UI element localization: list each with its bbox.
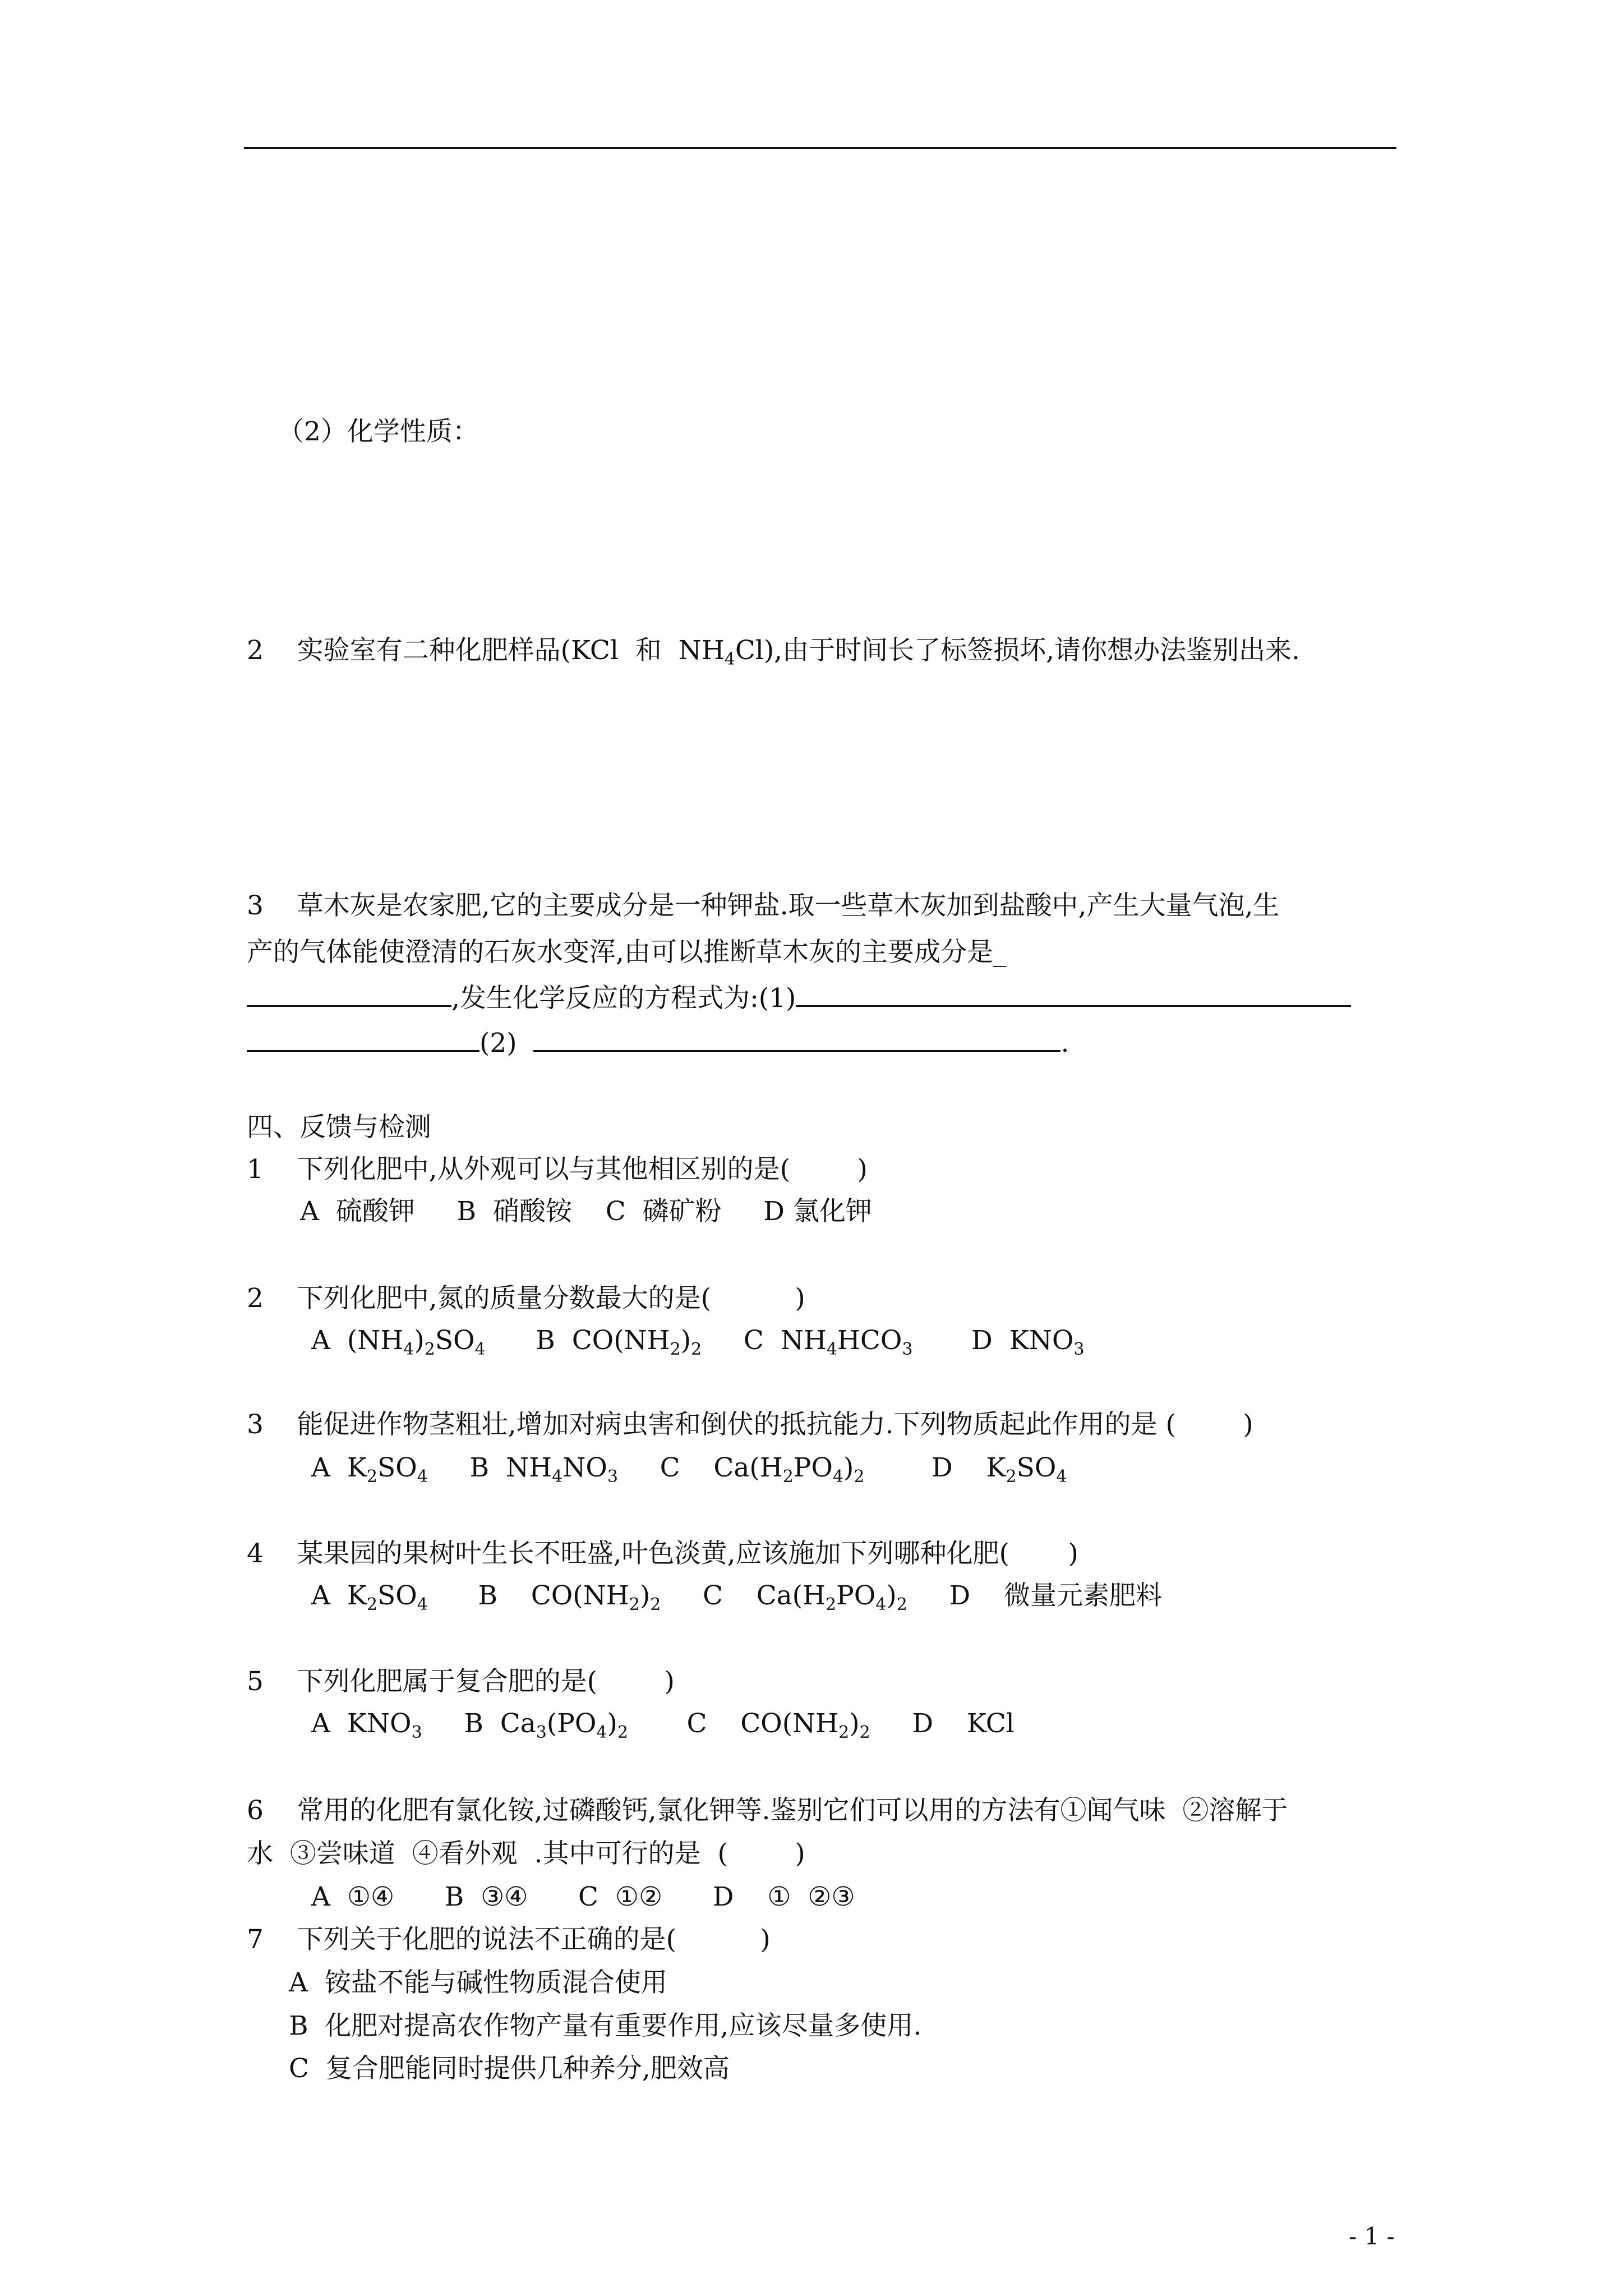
question-3-line-1: 3 草木灰是农家肥,它的主要成分是一种钾盐.取一些草木灰加到盐酸中,产生大量气泡,生: [247, 890, 1280, 921]
feedback-q3-options: A $K_2SO_4$ B $NH_4NO_3$ C $Ca(H_2PO_4)_2$ D $K_2SO_4$: [311, 1452, 1067, 1487]
header-rule: [244, 147, 1396, 149]
feedback-q7-option-b: B 化肥对提高农作物产量有重要作用,应该尽量多使用.: [289, 2010, 922, 2041]
feedback-q1-stem: 1 下列化肥中,从外观可以与其他相区别的是( ): [247, 1154, 868, 1185]
question-3-line-4: (2) .: [247, 1025, 1069, 1060]
feedback-q3-stem: 3 能促进作物茎粗壮,增加对病虫害和倒伏的抵抗能力.下列物质起此作用的是 ( ): [247, 1409, 1253, 1440]
section-title-chemical-properties: （2）化学性质：: [278, 416, 479, 447]
feedback-q2-stem: 2 下列化肥中,氮的质量分数最大的是( ): [247, 1283, 805, 1314]
question-3-line-2: 产的气体能使澄清的石灰水变浑,由可以推断草木灰的主要成分是_: [247, 937, 1007, 968]
page-number: - 1 -: [1349, 2223, 1395, 2250]
question-2-sample-identification: 2 实验室有二种化肥样品(KCl 和 $NH_4Cl$),由于时间长了标签损坏,请你想办法鉴别出来.: [247, 635, 1300, 669]
feedback-q5-options: A $KNO_3$ B $Ca_3(PO_4)_2$ C $CO(NH_2)_2$ D KCl: [311, 1708, 1015, 1742]
feedback-q7-stem: 7 下列关于化肥的说法不正确的是( ): [247, 1924, 771, 1955]
feedback-q4-stem: 4 某果园的果树叶生长不旺盛,叶色淡黄,应该施加下列哪种化肥( ): [247, 1538, 1078, 1569]
feedback-q5-stem: 5 下列化肥属于复合肥的是( ): [247, 1666, 675, 1697]
answer-blank-equation-1-cont[interactable]: [247, 1025, 479, 1052]
feedback-q7-option-a: A 铵盐不能与碱性物质混合使用: [289, 1967, 667, 1998]
question-3-line-3: ,发生化学反应的方程式为:(1): [247, 981, 1351, 1015]
feedback-q4-options: A $K_2SO_4$ B $CO(NH_2)_2$ C $Ca(H_2PO_4)_2$ D 微量元素肥料: [311, 1580, 1162, 1614]
answer-blank-main-component[interactable]: [247, 981, 451, 1007]
answer-blank-equation-1[interactable]: [796, 981, 1351, 1007]
answer-blank-equation-2[interactable]: [533, 1025, 1061, 1052]
feedback-q2-options: A $(NH_4)_2SO_4$ B $CO(NH_2)_2$ C $NH_4HCO_3$ D $KNO_3$: [311, 1325, 1085, 1359]
feedback-q7-option-c: C 复合肥能同时提供几种养分,肥效高: [289, 2053, 730, 2084]
feedback-q1-options: A 硫酸钾 B 硝酸铵 C 磷矿粉 D 氯化钾: [300, 1196, 872, 1227]
feedback-q6-line-1: 6 常用的化肥有氯化铵,过磷酸钙,氯化钾等.鉴别它们可以用的方法有①闻气味 ②溶解于: [247, 1795, 1288, 1826]
feedback-q6-line-2: 水 ③尝味道 ④看外观 .其中可行的是 ( ): [247, 1838, 805, 1869]
feedback-q6-options: A ①④ B ③④ C ①② D ① ②③: [311, 1881, 855, 1912]
feedback-heading: 四、反馈与检测: [247, 1112, 431, 1143]
